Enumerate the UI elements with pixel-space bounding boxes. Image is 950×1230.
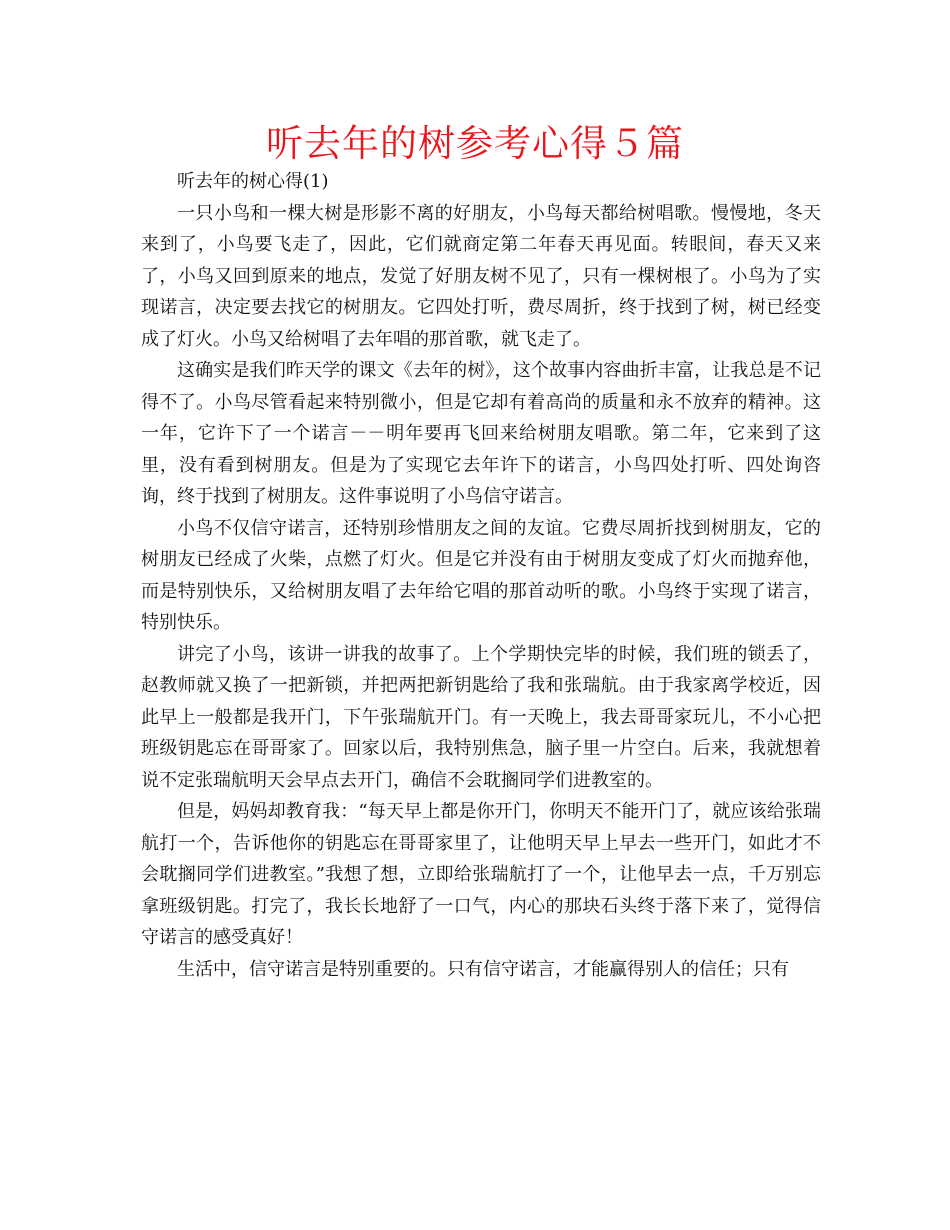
paragraph: 这确实是我们昨天学的课文《去年的树》，这个故事内容曲折丰富，让我总是不记得不了。小鸟尽管看起来特别微小，但是它却有着高尚的质量和永不放弃的精神。这一年，它许下了一个诺言－－明年要再飞回来给树朋友唱歌。第二年，它来到了这里，没有看到树朋友。但是为了实现它去年许下的诺言，小鸟四处打听、四处询咨询，终于找到了树朋友。这件事说明了小鸟信守诺言。 <box>141 360 821 507</box>
paragraph: 但是，妈妈却教育我：“每天早上都是你开门，你明天不能开门了，就应该给张瑞航打一个，告诉他你的钥匙忘在哥哥家里了，让他明天早上早去一些开门，如此才不会耽搁同学们进教室。”我想了想，立即给张瑞航打了一个，让他早去一点，千万别忘拿班级钥匙。打完了，我长长地舒了一口气，内心的那块石头终于落下来了，觉得信守诺言的感受真好！ <box>141 801 821 948</box>
paragraph: 讲完了小鸟，该讲一讲我的故事了。上个学期快完毕的时候，我们班的锁丢了，赵教师就又换了一把新锁，并把两把新钥匙给了我和张瑞航。由于我家离学校近，因此早上一般都是我开门，下午张瑞航开门。有一天晚上，我去哥哥家玩儿，不小心把班级钥匙忘在哥哥家了。回家以后，我特别焦急，脑子里一片空白。后来，我就想着说不定张瑞航明天会早点去开门，确信不会耽搁同学们进教室的。 <box>141 643 821 791</box>
document-body <box>141 166 821 985</box>
paragraph: 生活中，信守诺言是特别重要的。只有信守诺言，才能赢得别人的信任；只有 <box>177 958 789 980</box>
section-heading: 听去年的树心得(1) <box>177 171 329 192</box>
document-title: 听去年的树参考心得５篇 <box>266 122 684 165</box>
paragraph: 一只小鸟和一棵大树是形影不离的好朋友，小鸟每天都给树唱歌。慢慢地，冬天来到了，小鸟要飞走了，因此，它们就商定第二年春天再见面。转眼间，春天又来了，小鸟又回到原来的地点，发觉了好朋友树不见了，只有一棵树根了。小鸟为了实现诺言，决定要去找它的树朋友。它四处打听，费尽周折，终于找到了树，树已经变成了灯火。小鸟又给树唱了去年唱的那首歌，就飞走了。 <box>141 202 821 350</box>
paragraph: 小鸟不仅信守诺言，还特别珍惜朋友之间的友谊。它费尽周折找到树朋友，它的树朋友已经成了火柴，点燃了灯火。但是它并没有由于树朋友变成了灯火而抛弃他，而是特别快乐，又给树朋友唱了去年给它唱的那首动听的歌。小鸟终于实现了诺言，特别快乐。 <box>141 517 821 633</box>
